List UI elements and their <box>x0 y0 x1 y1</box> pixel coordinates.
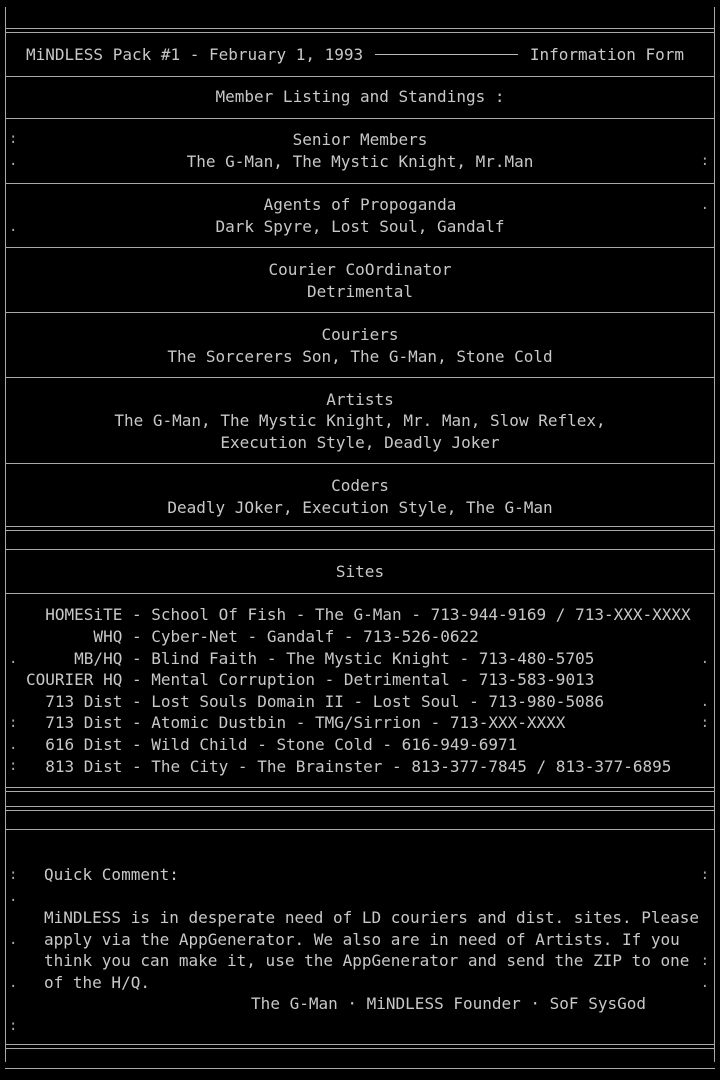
names-courier-coordinator: Detrimental <box>307 282 413 301</box>
role-senior-members: Senior Members <box>292 130 428 149</box>
top-double-rule <box>5 28 715 33</box>
edge-dot: . <box>700 651 709 667</box>
edge-dot: : <box>9 715 18 731</box>
site-row: 813 Dist - The City - The Brainster - 813-377-7845 / 813-377-6895 <box>26 757 672 776</box>
divider <box>5 183 715 184</box>
divider <box>5 549 715 550</box>
divider <box>5 593 715 594</box>
member-listing-heading: Member Listing and Standings : <box>215 87 505 106</box>
site-row: 713 Dist - Atomic Dustbin - TMG/Sirrion - 713-XXX-XXXX <box>26 713 566 732</box>
site-row: COURIER HQ - Mental Corruption - Detrimental - 713-583-9013 <box>26 670 595 689</box>
divider <box>5 76 715 77</box>
header-rule <box>375 54 518 55</box>
site-row: 616 Dist - Wild Child - Stone Cold - 616-949-6971 <box>26 735 518 754</box>
comment-line: think you can make it, use the AppGenerator and send the ZIP to one <box>44 951 690 970</box>
edge-dot: : <box>9 1018 18 1034</box>
divider <box>5 377 715 378</box>
edge-dot: . <box>700 197 709 213</box>
edge-dot: : <box>9 758 18 774</box>
role-artists: Artists <box>326 390 394 409</box>
double-rule <box>5 806 715 811</box>
double-rule <box>5 787 715 792</box>
names-artists-line1: The G-Man, The Mystic Knight, Mr. Man, Slow Reflex, <box>114 411 606 430</box>
quick-comment-heading: Quick Comment: <box>44 865 179 884</box>
edge-dot: : <box>700 953 709 969</box>
signature: The G-Man · MiNDLESS Founder · SoF SysGod <box>251 994 646 1013</box>
edge-dot: . <box>9 651 18 667</box>
divider <box>5 118 715 119</box>
edge-dot: : <box>700 153 709 169</box>
edge-dot: . <box>700 694 709 710</box>
names-senior-members: The G-Man, The Mystic Knight, Mr.Man <box>186 152 534 171</box>
comment-line: apply via the AppGenerator. We also are in need of Artists. If you <box>44 930 680 949</box>
role-coders: Coders <box>331 476 389 495</box>
role-couriers: Couriers <box>321 325 399 344</box>
divider <box>5 1068 715 1069</box>
header-bar <box>26 43 684 65</box>
edge-dot: : <box>9 131 18 147</box>
edge-dot: : <box>700 715 709 731</box>
divider <box>5 463 715 464</box>
site-row: MB/HQ - Blind Faith - The Mystic Knight - 713-480-5705 <box>26 649 595 668</box>
form-label: Information Form <box>529 44 684 64</box>
site-row: WHQ - Cyber-Net - Gandalf - 713-526-0622 <box>26 627 479 646</box>
double-rule <box>5 526 715 531</box>
divider <box>5 247 715 248</box>
divider <box>5 312 715 313</box>
edge-dot: : <box>9 867 18 883</box>
names-coders: Deadly JOker, Execution Style, The G-Man <box>167 498 553 517</box>
names-artists-line2: Execution Style, Deadly Joker <box>220 433 500 452</box>
pack-title: MiNDLESS Pack #1 - February 1, 1993 <box>26 44 364 64</box>
names-agents-of-propoganda: Dark Spyre, Lost Soul, Gandalf <box>215 217 505 236</box>
bottom-double-rule <box>5 1044 715 1049</box>
names-couriers: The Sorcerers Son, The G-Man, Stone Cold <box>167 347 553 366</box>
edge-dot: : <box>700 867 709 883</box>
edge-dot: . <box>9 889 18 905</box>
site-row: 713 Dist - Lost Souls Domain II - Lost Soul - 713-980-5086 <box>26 692 604 711</box>
edge-dot: . <box>9 153 18 169</box>
edge-dot: . <box>9 737 18 753</box>
comment-line: of the H/Q. <box>44 973 150 992</box>
comment-line: MiNDLESS is in desperate need of LD couriers and dist. sites. Please <box>44 908 700 927</box>
edge-dot: . <box>9 975 18 991</box>
role-courier-coordinator: Courier CoOrdinator <box>268 260 452 279</box>
sites-heading: Sites <box>335 562 385 581</box>
divider <box>5 829 715 830</box>
role-agents-of-propoganda: Agents of Propoganda <box>263 195 457 214</box>
edge-dot: . <box>700 975 709 991</box>
edge-dot: . <box>9 219 18 235</box>
site-row: HOMESiTE - School Of Fish - The G-Man - 713-944-9169 / 713-XXX-XXXX <box>26 605 691 624</box>
edge-dot: . <box>9 932 18 948</box>
